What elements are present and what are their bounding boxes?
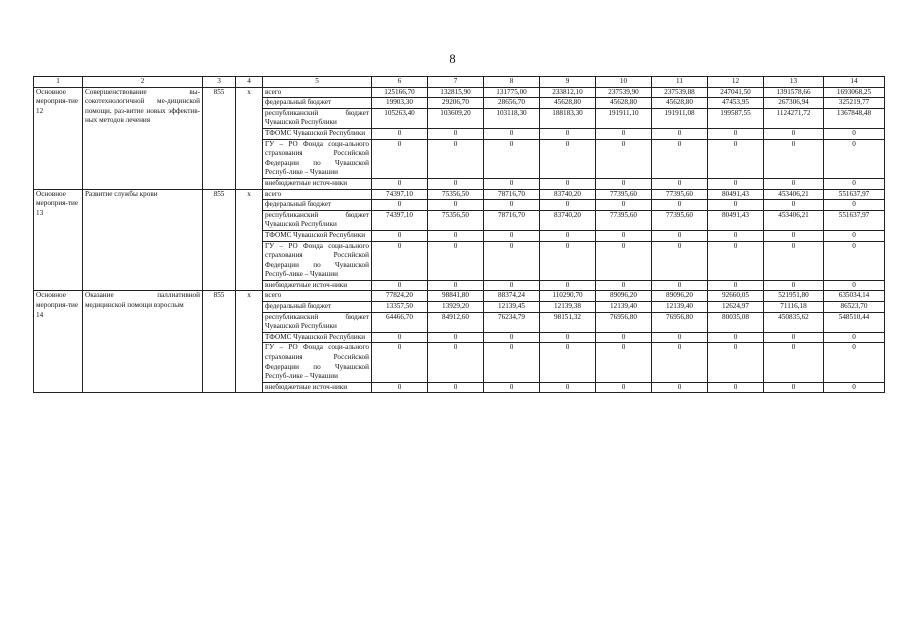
amount-cell: 0 xyxy=(540,241,596,280)
amount-cell: 0 xyxy=(708,332,764,343)
amount-cell: 98841,80 xyxy=(428,291,484,302)
amount-cell: 0 xyxy=(428,139,484,178)
table-body xyxy=(34,87,885,393)
amount-cell: 0 xyxy=(824,178,885,189)
amount-cell: 0 xyxy=(708,128,764,139)
event-type-cell: Основное мероприя-тие 14 xyxy=(34,291,83,393)
amount-cell: 0 xyxy=(540,230,596,241)
amount-cell: 0 xyxy=(484,128,540,139)
amount-cell: 237539,90 xyxy=(596,87,652,98)
amount-cell: 453406,21 xyxy=(764,210,824,230)
mark-cell: х xyxy=(236,291,263,393)
amount-cell: 0 xyxy=(708,343,764,382)
amount-cell: 0 xyxy=(764,332,824,343)
amount-cell: 0 xyxy=(484,200,540,211)
column-header: 4 xyxy=(236,77,263,88)
amount-cell: 0 xyxy=(596,343,652,382)
amount-cell: 188183,30 xyxy=(540,108,596,128)
amount-cell: 453406,21 xyxy=(764,189,824,200)
event-type-cell: Основное мероприя-тие 13 xyxy=(34,189,83,291)
amount-cell: 0 xyxy=(484,382,540,393)
amount-cell: 0 xyxy=(428,230,484,241)
amount-cell: 635034,14 xyxy=(824,291,885,302)
amount-cell: 83740,20 xyxy=(540,189,596,200)
amount-cell: 0 xyxy=(652,128,708,139)
funding-source-cell: ТФОМС Чувашской Республики xyxy=(263,230,372,241)
amount-cell: 0 xyxy=(372,200,428,211)
amount-cell: 12139,38 xyxy=(540,302,596,313)
amount-cell: 80491,43 xyxy=(708,189,764,200)
event-title-cell: Совершенствование вы-сокотехнологичной ме-дицинской помощи, раз-витие новых эффектив-ных методов лечения xyxy=(83,87,203,189)
column-header: 3 xyxy=(203,77,236,88)
amount-cell: 551637,97 xyxy=(824,210,885,230)
page-number: 8 xyxy=(449,52,456,66)
amount-cell: 45628,80 xyxy=(652,98,708,109)
funding-source-cell: всего xyxy=(263,87,372,98)
amount-cell: 0 xyxy=(540,128,596,139)
amount-cell: 0 xyxy=(372,332,428,343)
amount-cell: 83740,20 xyxy=(540,210,596,230)
column-header: 13 xyxy=(764,77,824,88)
amount-cell: 0 xyxy=(652,139,708,178)
amount-cell: 551637,97 xyxy=(824,189,885,200)
funding-source-cell: республиканский бюджет Чувашской Республики xyxy=(263,210,372,230)
amount-cell: 0 xyxy=(652,343,708,382)
amount-cell: 89096,20 xyxy=(652,291,708,302)
table-row xyxy=(34,87,885,98)
amount-cell: 0 xyxy=(484,332,540,343)
amount-cell: 78716,70 xyxy=(484,210,540,230)
column-number-row xyxy=(34,77,885,88)
amount-cell: 0 xyxy=(652,241,708,280)
amount-cell: 0 xyxy=(596,230,652,241)
amount-cell: 0 xyxy=(708,200,764,211)
amount-cell: 77824,20 xyxy=(372,291,428,302)
amount-cell: 0 xyxy=(708,139,764,178)
amount-cell: 0 xyxy=(652,382,708,393)
amount-cell: 12139,40 xyxy=(652,302,708,313)
amount-cell: 132815,90 xyxy=(428,87,484,98)
amount-cell: 0 xyxy=(708,230,764,241)
amount-cell: 0 xyxy=(652,230,708,241)
funding-source-cell: ТФОМС Чувашской Республики xyxy=(263,128,372,139)
amount-cell: 88374,24 xyxy=(484,291,540,302)
amount-cell: 548510,44 xyxy=(824,312,885,332)
amount-cell: 0 xyxy=(484,139,540,178)
amount-cell: 0 xyxy=(764,280,824,291)
amount-cell: 77395,60 xyxy=(652,210,708,230)
amount-cell: 0 xyxy=(540,382,596,393)
amount-cell: 105263,40 xyxy=(372,108,428,128)
amount-cell: 1367848,48 xyxy=(824,108,885,128)
amount-cell: 71116,18 xyxy=(764,302,824,313)
mark-cell: х xyxy=(236,87,263,189)
amount-cell: 77395,60 xyxy=(596,210,652,230)
amount-cell: 12624,97 xyxy=(708,302,764,313)
amount-cell: 0 xyxy=(652,280,708,291)
column-header: 10 xyxy=(596,77,652,88)
funding-source-cell: внебюджетные источ-ники xyxy=(263,280,372,291)
amount-cell: 0 xyxy=(764,139,824,178)
amount-cell: 0 xyxy=(764,241,824,280)
amount-cell: 0 xyxy=(484,230,540,241)
amount-cell: 0 xyxy=(372,128,428,139)
funding-source-cell: ГУ – РО Фонда соци-ального страхования Российской Федерации по Чувашской Респуб-лике – Чувашии xyxy=(263,139,372,178)
amount-cell: 84912,60 xyxy=(428,312,484,332)
amount-cell: 103118,30 xyxy=(484,108,540,128)
amount-cell: 75356,50 xyxy=(428,210,484,230)
budget-code-cell: 855 xyxy=(203,189,236,291)
column-header: 7 xyxy=(428,77,484,88)
amount-cell: 86523,70 xyxy=(824,302,885,313)
funding-source-cell: ГУ – РО Фонда соци-ального страхования Российской Федерации по Чувашской Респуб-лике – Чувашии xyxy=(263,241,372,280)
amount-cell: 0 xyxy=(824,343,885,382)
amount-cell: 29206,70 xyxy=(428,98,484,109)
amount-cell: 0 xyxy=(540,332,596,343)
amount-cell: 191911,08 xyxy=(652,108,708,128)
amount-cell: 131775,00 xyxy=(484,87,540,98)
amount-cell: 89096,20 xyxy=(596,291,652,302)
amount-cell: 0 xyxy=(824,200,885,211)
column-header: 5 xyxy=(263,77,372,88)
amount-cell: 1693068,25 xyxy=(824,87,885,98)
amount-cell: 0 xyxy=(596,332,652,343)
amount-cell: 233812,10 xyxy=(540,87,596,98)
amount-cell: 1124271,72 xyxy=(764,108,824,128)
amount-cell: 13929,20 xyxy=(428,302,484,313)
amount-cell: 0 xyxy=(596,139,652,178)
amount-cell: 0 xyxy=(764,382,824,393)
column-header: 2 xyxy=(83,77,203,88)
amount-cell: 0 xyxy=(764,128,824,139)
amount-cell: 47453,95 xyxy=(708,98,764,109)
event-type-cell: Основное мероприя-тие 12 xyxy=(34,87,83,189)
amount-cell: 325219,77 xyxy=(824,98,885,109)
amount-cell: 0 xyxy=(764,200,824,211)
amount-cell: 12139,45 xyxy=(484,302,540,313)
amount-cell: 74397,10 xyxy=(372,210,428,230)
amount-cell: 267306,94 xyxy=(764,98,824,109)
amount-cell: 19903,30 xyxy=(372,98,428,109)
amount-cell: 0 xyxy=(824,332,885,343)
amount-cell: 0 xyxy=(708,280,764,291)
column-header: 6 xyxy=(372,77,428,88)
amount-cell: 0 xyxy=(428,343,484,382)
amount-cell: 76956,80 xyxy=(652,312,708,332)
funding-source-cell: внебюджетные источ-ники xyxy=(263,178,372,189)
amount-cell: 521951,80 xyxy=(764,291,824,302)
amount-cell: 0 xyxy=(428,382,484,393)
budget-code-cell: 855 xyxy=(203,87,236,189)
amount-cell: 0 xyxy=(764,230,824,241)
funding-source-cell: республиканский бюджет Чувашской Республики xyxy=(263,108,372,128)
amount-cell: 0 xyxy=(596,280,652,291)
event-title-cell: Развитие службы крови xyxy=(83,189,203,291)
amount-cell: 80035,08 xyxy=(708,312,764,332)
amount-cell: 80491,43 xyxy=(708,210,764,230)
event-title-cell: Оказание паллиативной медицинской помощи взрослым xyxy=(83,291,203,393)
amount-cell: 247041,50 xyxy=(708,87,764,98)
amount-cell: 0 xyxy=(596,178,652,189)
amount-cell: 0 xyxy=(764,178,824,189)
amount-cell: 12139,40 xyxy=(596,302,652,313)
amount-cell: 0 xyxy=(596,128,652,139)
mark-cell: х xyxy=(236,189,263,291)
amount-cell: 237539,88 xyxy=(652,87,708,98)
amount-cell: 0 xyxy=(708,241,764,280)
amount-cell: 199587,55 xyxy=(708,108,764,128)
amount-cell: 125166,70 xyxy=(372,87,428,98)
funding-source-cell: всего xyxy=(263,189,372,200)
amount-cell: 0 xyxy=(540,139,596,178)
amount-cell: 0 xyxy=(764,343,824,382)
funding-source-cell: республиканский бюджет Чувашской Республики xyxy=(263,312,372,332)
amount-cell: 0 xyxy=(428,280,484,291)
funding-source-cell: ГУ – РО Фонда соци-ального страхования Российской Федерации по Чувашской Респуб-лике – Чувашии xyxy=(263,343,372,382)
amount-cell: 0 xyxy=(484,280,540,291)
amount-cell: 0 xyxy=(372,139,428,178)
funding-source-cell: федеральный бюджет xyxy=(263,302,372,313)
amount-cell: 0 xyxy=(428,128,484,139)
column-header: 11 xyxy=(652,77,708,88)
amount-cell: 45628,80 xyxy=(540,98,596,109)
column-header: 1 xyxy=(34,77,83,88)
amount-cell: 0 xyxy=(372,230,428,241)
amount-cell: 0 xyxy=(372,280,428,291)
column-header: 8 xyxy=(484,77,540,88)
amount-cell: 0 xyxy=(540,343,596,382)
amount-cell: 0 xyxy=(824,382,885,393)
funding-source-cell: федеральный бюджет xyxy=(263,98,372,109)
amount-cell: 0 xyxy=(428,241,484,280)
amount-cell: 45628,80 xyxy=(596,98,652,109)
amount-cell: 0 xyxy=(824,280,885,291)
amount-cell: 92660,05 xyxy=(708,291,764,302)
table-row xyxy=(34,291,885,302)
amount-cell: 13357,50 xyxy=(372,302,428,313)
amount-cell: 76234,79 xyxy=(484,312,540,332)
amount-cell: 0 xyxy=(428,332,484,343)
amount-cell: 0 xyxy=(540,178,596,189)
amount-cell: 0 xyxy=(708,382,764,393)
column-header: 14 xyxy=(824,77,885,88)
amount-cell: 1391578,66 xyxy=(764,87,824,98)
amount-cell: 191911,10 xyxy=(596,108,652,128)
amount-cell: 0 xyxy=(596,200,652,211)
amount-cell: 64466,70 xyxy=(372,312,428,332)
amount-cell: 0 xyxy=(428,178,484,189)
funding-source-cell: федеральный бюджет xyxy=(263,200,372,211)
amount-cell: 0 xyxy=(652,200,708,211)
amount-cell: 28656,70 xyxy=(484,98,540,109)
amount-cell: 0 xyxy=(428,200,484,211)
column-header: 9 xyxy=(540,77,596,88)
amount-cell: 110290,70 xyxy=(540,291,596,302)
amount-cell: 450835,62 xyxy=(764,312,824,332)
amount-cell: 0 xyxy=(824,139,885,178)
amount-cell: 0 xyxy=(824,230,885,241)
amount-cell: 77395,60 xyxy=(596,189,652,200)
amount-cell: 0 xyxy=(708,178,764,189)
amount-cell: 77395,60 xyxy=(652,189,708,200)
amount-cell: 0 xyxy=(824,128,885,139)
amount-cell: 0 xyxy=(372,178,428,189)
amount-cell: 0 xyxy=(372,343,428,382)
amount-cell: 0 xyxy=(652,332,708,343)
amount-cell: 0 xyxy=(596,382,652,393)
column-header: 12 xyxy=(708,77,764,88)
amount-cell: 78716,70 xyxy=(484,189,540,200)
amount-cell: 76956,80 xyxy=(596,312,652,332)
amount-cell: 74397,10 xyxy=(372,189,428,200)
budget-table xyxy=(33,76,885,393)
funding-source-cell: внебюджетные источ-ники xyxy=(263,382,372,393)
amount-cell: 0 xyxy=(484,241,540,280)
amount-cell: 0 xyxy=(596,241,652,280)
amount-cell: 75356,50 xyxy=(428,189,484,200)
amount-cell: 0 xyxy=(484,343,540,382)
amount-cell: 0 xyxy=(652,178,708,189)
budget-code-cell: 855 xyxy=(203,291,236,393)
amount-cell: 103609,20 xyxy=(428,108,484,128)
amount-cell: 98151,32 xyxy=(540,312,596,332)
table-row xyxy=(34,189,885,200)
amount-cell: 0 xyxy=(540,200,596,211)
amount-cell: 0 xyxy=(372,382,428,393)
funding-source-cell: ТФОМС Чувашской Республики xyxy=(263,332,372,343)
amount-cell: 0 xyxy=(824,241,885,280)
funding-source-cell: всего xyxy=(263,291,372,302)
amount-cell: 0 xyxy=(484,178,540,189)
amount-cell: 0 xyxy=(372,241,428,280)
amount-cell: 0 xyxy=(540,280,596,291)
